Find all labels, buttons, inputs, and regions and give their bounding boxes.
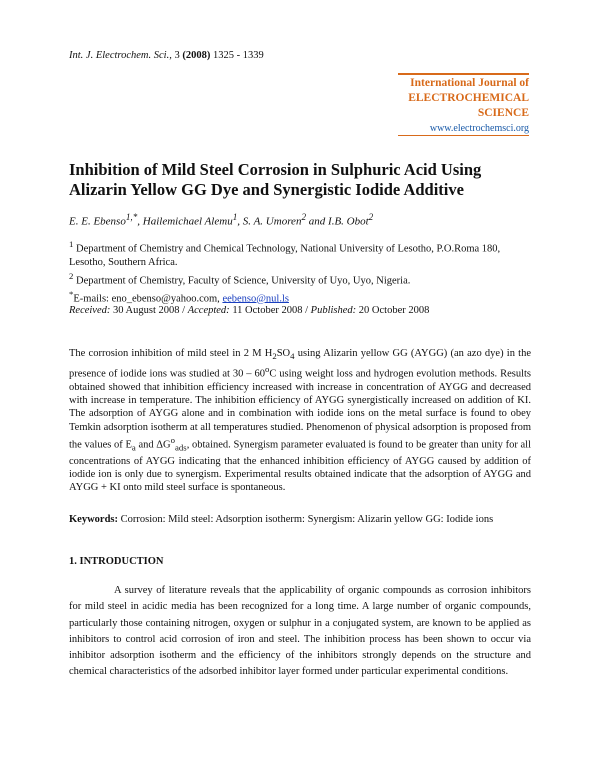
brand-line-2: ELECTROCHEMICAL	[408, 92, 529, 104]
author-4: and I.B. Obot	[306, 215, 369, 228]
abstract-sup-1: o	[264, 364, 270, 375]
journal-year: (2008)	[182, 50, 211, 61]
email-link[interactable]: eebenso@nul.ls	[222, 293, 289, 304]
abstract	[69, 347, 531, 494]
author-1-sup: 1,*	[125, 212, 138, 222]
section-heading-introduction: 1. INTRODUCTION	[69, 556, 164, 567]
introduction-paragraph: A survey of literature reveals that the applicability of organic compounds as corrosion inhibitors for mild steel in acidic media has been recognized for a long time. A large number of organic compounds, particularly those containing nitrogen, oxygen or sulphur in a conjugated system, are known to be applied as inhibitors to control acid corrosion of iron and steel. The inhibition process has been shown to occur via inhibitor adsorption isotherm and the efficiency of the inhibitors strongly depends on the structure and chemical characteristics of the adsorbed inhibitor layer formed under particular experimental conditions.	[69, 585, 531, 678]
journal-volume: 3	[174, 50, 180, 61]
keywords	[69, 514, 539, 525]
author-3: , S. A. Umoren	[237, 215, 302, 228]
publication-dates	[69, 305, 429, 316]
author-2: , Hailemichael Alemu	[137, 215, 233, 228]
abstract-part-1: The corrosion inhibition of mild steel in 2 M H	[69, 348, 273, 359]
author-2-sup: 1	[232, 212, 238, 222]
abstract-sub-1: 2	[272, 351, 277, 362]
email-label: E-mails: eno_ebenso@yahoo.com,	[73, 293, 223, 304]
brand-rule-bottom	[398, 135, 529, 136]
accepted-label: Accepted:	[187, 305, 230, 316]
brand-url-link[interactable]: www.electrochemsci.org	[429, 123, 529, 134]
author-3-sup: 2	[301, 212, 307, 222]
email-line	[69, 288, 539, 306]
published-date: 20 October 2008	[356, 305, 430, 316]
affiliation-1-text: Department of Chemistry and Chemical Technology, National University of Lesotho, P.O.Roma 180, Lesotho, Southern Africa.	[69, 243, 501, 268]
email-sup: *	[69, 288, 74, 299]
abstract-part-4: C using weight loss and hydrogen evolution methods. Results obtained showed that inhibition efficiency increased with increase in concentration of AYGG and decreased with increase in temperature. The inhibition efficiency of AYGG synergistically increased on addition of KI. The adsorption of AYGG alone and in combination with iodide ions on the metal surface is found to obey Temkin adsorption isotherm at all temperatures studied. Phenomenon of physical adsorption is proposed from the values of E	[69, 368, 531, 451]
published-label: Published:	[310, 305, 357, 316]
affiliation-2-sup: 2	[69, 270, 74, 281]
received-date: 30 August 2008 /	[110, 305, 188, 316]
journal-name: Int. J. Electrochem. Sci.,	[69, 50, 172, 61]
keywords-text: Corrosion: Mild steel: Adsorption isotherm: Synergism: Alizarin yellow GG: Iodide ions	[118, 514, 494, 525]
paper-title: Inhibition of Mild Steel Corrosion in Sulphuric Acid Using Alizarin Yellow GG Dye and Synergistic Iodide Additive	[69, 160, 482, 199]
abstract-part-2: SO	[276, 348, 291, 359]
abstract-part-3: using Alizarin yellow GG (AYGG) (an azo dye) in the presence of iodide ions was studied at 30 – 60	[69, 348, 531, 380]
affiliation-2-text: Department of Chemistry, Faculty of Science, University of Uyo, Uyo, Nigeria.	[73, 275, 411, 286]
accepted-date: 11 October 2008 /	[229, 305, 311, 316]
affiliations	[69, 238, 539, 306]
journal-reference	[69, 50, 264, 61]
affiliation-1	[69, 238, 539, 270]
author-4-sup: 2	[368, 212, 374, 222]
affiliation-2	[69, 270, 539, 288]
brand-rule-top	[398, 73, 529, 75]
abstract-sub-4: ads	[175, 442, 187, 453]
journal-brand	[408, 76, 529, 136]
abstract-part-6: , obtained. Synergism parameter evaluated is found to be greater than unity for all concentrations of AYGG indicating that the enhanced inhibition efficiency of AYGG caused by addition of iodide ion is only due to synergism. Experimental results obtained indicate that the adsorption of AYGG and AYGG + KI onto mild steel surface is spontaneous.	[69, 439, 532, 494]
author-list	[69, 212, 373, 228]
abstract-sub-2: 4	[290, 351, 295, 362]
received-label: Received:	[69, 305, 111, 316]
keywords-label: Keywords:	[69, 514, 118, 525]
brand-line-3: SCIENCE	[477, 107, 529, 119]
author-1: E. E. Ebenso	[69, 215, 126, 228]
abstract-sub-3: a	[131, 442, 136, 453]
brand-line-1: International Journal of	[410, 77, 529, 89]
abstract-part-5: and ΔG	[135, 439, 171, 451]
affiliation-1-sup: 1	[69, 239, 74, 249]
journal-pages: 1325 - 1339	[212, 50, 264, 61]
abstract-sup-2: o	[170, 434, 176, 445]
